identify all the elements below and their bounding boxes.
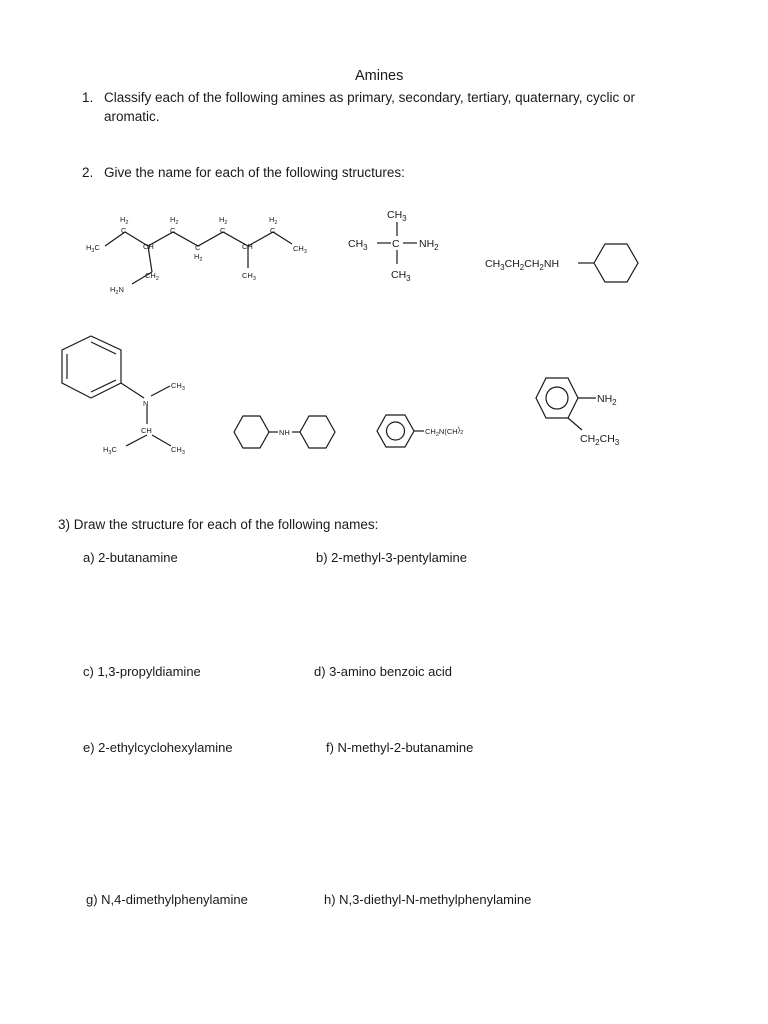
- s2-c-center: C: [392, 238, 400, 250]
- question-2-text: Give the name for each of the following structures:: [104, 165, 405, 180]
- s7-ethyl-label: $CH_2CH_3$: [580, 433, 620, 447]
- s1-h2-label-4: $H_2$: [219, 215, 228, 226]
- s1-ch-label-2: CH: [242, 242, 253, 251]
- s1-ch-label-1: CH: [143, 242, 154, 251]
- question-1-text-line2: aromatic.: [104, 109, 160, 124]
- s4-n-label: N: [143, 399, 149, 408]
- question-1-number: 1.: [82, 90, 94, 105]
- s1-h3c-label: $H_3C$: [86, 243, 100, 254]
- q3-item-d: d) 3-amino benzoic acid: [314, 664, 453, 679]
- s2-ch3-top: $CH_3$: [387, 209, 407, 223]
- s1-ch2-label: $CH_2$: [145, 271, 159, 282]
- q3-item-f: f) N-methyl-2-butanamine: [326, 740, 474, 755]
- s6-label: $CH_2N(CH)_2$: [425, 425, 464, 438]
- s1-c-label-5: C: [270, 226, 276, 235]
- structure-7-ethylaniline: [528, 368, 648, 453]
- s4-ch-label: CH: [141, 426, 152, 435]
- structure-6-benzyldimethylamine: [372, 409, 502, 453]
- s1-c-label-1: C: [121, 226, 127, 235]
- structure-3-propylcyclohexylamine: [484, 236, 644, 288]
- q3-item-a: a) 2-butanamine: [83, 550, 178, 565]
- q3-item-e: e) 2-ethylcyclohexylamine: [83, 740, 233, 755]
- s4-ch3-bottom: $CH_3$: [171, 445, 185, 456]
- s1-ch3-label-2: $CH_3$: [242, 271, 256, 282]
- s1-h2-label-3: $H_2$: [194, 252, 203, 263]
- s1-c-label-2: C: [170, 226, 176, 235]
- s2-nh2: $NH_2$: [419, 238, 439, 252]
- question-2-number: 2.: [82, 165, 94, 180]
- q3-item-h: h) N,3-diethyl-N-methylphenylamine: [324, 892, 532, 907]
- s4-h3c-label: $H_3C$: [103, 445, 117, 456]
- s1-h2n-label: $H_2N$: [110, 285, 124, 296]
- s1-h2-label-5: $H_2$: [269, 215, 278, 226]
- q3-item-g: g) N,4-dimethylphenylamine: [86, 892, 248, 907]
- structure-5-dicyclohexylamine: [230, 411, 340, 453]
- s2-ch3-left: $CH_3$: [348, 238, 368, 252]
- s5-nh-label: NH: [279, 428, 290, 437]
- q3-item-c: c) 1,3-propyldiamine: [83, 664, 201, 679]
- question-3-heading: 3) Draw the structure for each of the following names:: [58, 517, 379, 532]
- s2-ch3-bottom: $CH_3$: [391, 269, 411, 283]
- s1-h2-label-1: $H_2$: [120, 215, 129, 226]
- s3-chain-label: $CH_3CH_2CH_2NH$: [485, 258, 560, 272]
- s7-nh2-label: $NH_2$: [597, 393, 617, 407]
- structure-4-n-methyl-n-isopropyl-benzenamine: [56, 330, 206, 460]
- s1-c-label-3: C: [195, 243, 201, 252]
- s4-ch3-top: $CH_3$: [171, 381, 185, 392]
- s1-c-label-4: C: [220, 226, 226, 235]
- structure-2-tert-butylamine: [345, 200, 455, 290]
- question-1-text-line1: Classify each of the following amines as primary, secondary, tertiary, quaternary, cyclic or: [104, 90, 635, 105]
- s1-ch3-label-1: $CH_3$: [293, 244, 307, 255]
- s1-h2-label-2: $H_2$: [170, 215, 179, 226]
- page-title: Amines: [355, 68, 404, 84]
- q3-item-b: b) 2-methyl-3-pentylamine: [316, 550, 468, 565]
- structure-1-branched-amine: [80, 210, 330, 300]
